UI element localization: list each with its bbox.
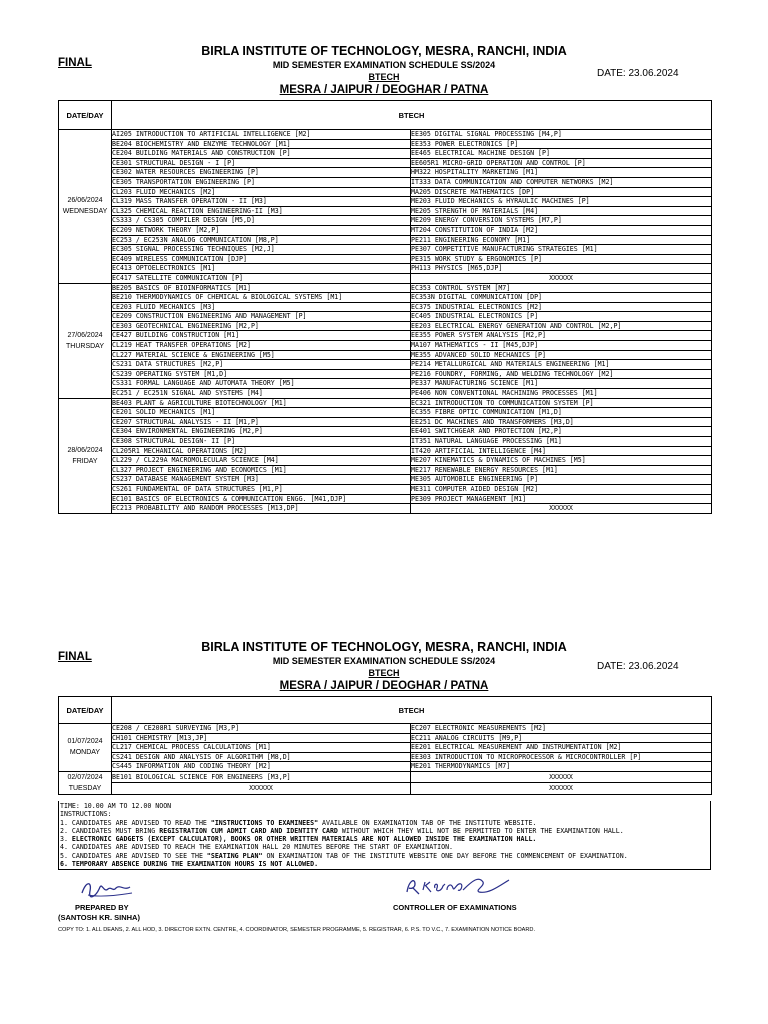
- table-row: [59, 417, 712, 427]
- instruction-bold-text: 6. TEMPORARY ABSENCE DURING THE EXAMINATION HOURS IS NOT ALLOWED.: [60, 860, 319, 869]
- programme-label: BTECH: [368, 668, 400, 678]
- table-row: [59, 264, 712, 274]
- subject-cell: CE302 WATER RESOURCES ENGINEERING [P]: [112, 168, 411, 178]
- exam-weekday: WEDNESDAY: [62, 208, 108, 216]
- subject-cell: XXXXXX: [112, 783, 411, 795]
- exam-date: 26/06/2024: [67, 197, 103, 205]
- subject-cell: CL217 CHEMICAL PROCESS CALCULATIONS [M1]: [112, 743, 411, 753]
- subject-cell: CS445 INFORMATION AND CODING THEORY [M2]: [112, 762, 411, 772]
- table-row: [59, 235, 712, 245]
- exam-day-cell: [59, 398, 112, 513]
- subject-cell: EE303 INTRODUCTION TO MICROPROCESSOR & MICROCONTROLLER [P]: [411, 752, 712, 762]
- programme-label: BTECH: [368, 72, 400, 82]
- exam-weekday: THURSDAY: [66, 342, 104, 350]
- table-row: [59, 197, 712, 207]
- subject-cell: EC209 NETWORK THEORY [M2,P]: [112, 225, 411, 235]
- exam-weekday: FRIDAY: [72, 457, 98, 465]
- subject-cell: IT333 DATA COMMUNICATION AND COMPUTER NETWORKS [M2]: [411, 177, 712, 187]
- subject-cell: CE201 SOLID MECHANICS [M1]: [112, 408, 411, 418]
- subject-cell: CL319 MASS TRANSFER OPERATION - II [M3]: [112, 197, 411, 207]
- subject-cell: EC253 / EC253N ANALOG COMMUNICATION [M8,P]: [112, 235, 411, 245]
- instruction-line: [60, 819, 709, 827]
- table-row: [59, 321, 712, 331]
- subject-cell: ME217 RENEWABLE ENERGY RESOURCES [M1]: [411, 465, 712, 475]
- date-day-header: DATE/DAY: [59, 101, 112, 130]
- subject-cell: CE308 STRUCTURAL DESIGN- II [P]: [112, 437, 411, 447]
- copy-to-list: COPY TO: 1. ALL DEANS, 2. ALL HOD, 3. DIRECTOR EXTN. CENTRE, 4. COORDINATOR, SEMESTER PROGRAMME, 5. REGISTRAR, 6. P.S. TO V.C., 7. EXAMINATION NOTICE BOARD.: [58, 927, 536, 933]
- subject-cell: EE305 DIGITAL SIGNAL PROCESSING [M4,P]: [411, 130, 712, 140]
- instruction-line: [60, 843, 709, 851]
- preparer-signature: [78, 877, 138, 901]
- table-row: [59, 216, 712, 226]
- instruction-pre-text: 2. CANDIDATES MUST BRING: [60, 826, 160, 835]
- subject-cell: PH113 PHYSICS [M65,DJP]: [411, 264, 712, 274]
- instruction-bold-text: REGISTRATION CUM ADMIT CARD AND IDENTITY CARD: [159, 826, 338, 835]
- schedule-date: DATE: 23.06.2024: [597, 661, 679, 672]
- subject-cell: EE201 ELECTRICAL MEASUREMENT AND INSTRUMENTATION [M2]: [411, 743, 712, 753]
- exam-date: 28/06/2024: [67, 446, 103, 454]
- programme-wrap: [0, 72, 768, 82]
- subject-cell: ME305 AUTOMOBILE ENGINEERING [P]: [411, 475, 712, 485]
- subject-cell: PE216 FOUNDRY, FORMING, AND WELDING TECHNOLOGY [M2]: [411, 369, 712, 379]
- table-row: [59, 752, 712, 762]
- subject-cell: IT351 NATURAL LANGUAGE PROCESSING [M1]: [411, 437, 712, 447]
- table-row: [59, 312, 712, 322]
- subject-cell: EE465 ELECTRICAL MACHINE DESIGN [P]: [411, 149, 712, 159]
- final-label: FINAL: [58, 651, 92, 663]
- subject-cell: CS239 OPERATING SYSTEM [M1,D]: [112, 369, 411, 379]
- table-row: [59, 149, 712, 159]
- subject-cell: AI205 INTRODUCTION TO ARTIFICIAL INTELLIGENCE [M2]: [112, 130, 411, 140]
- subject-cell: CS333 / CS305 COMPILER DESIGN [M5,D]: [112, 216, 411, 226]
- subject-cell: EC353 CONTROL SYSTEM [M7]: [411, 283, 712, 293]
- exam-day-cell: [59, 283, 112, 398]
- subject-cell: CL219 HEAT TRANSFER OPERATIONS [M2]: [112, 341, 411, 351]
- subject-cell: CL227 MATERIAL SCIENCE & ENGINEERING [M5]: [112, 350, 411, 360]
- subject-cell: EC409 WIRELESS COMMUNICATION [DJP]: [112, 254, 411, 264]
- subject-cell: CS231 DATA STRUCTURES [M2,P]: [112, 360, 411, 370]
- subject-cell: CE304 ENVIRONMENTAL ENGINEERING [M2,P]: [112, 427, 411, 437]
- table-row: [59, 456, 712, 466]
- btech-header: BTECH: [112, 101, 712, 130]
- subject-cell: XXXXXX: [411, 504, 712, 514]
- exam-date: 02/07/2024: [67, 773, 103, 781]
- instruction-line: [60, 860, 709, 868]
- subject-cell: EC375 INDUSTRIAL ELECTRONICS [M2]: [411, 302, 712, 312]
- table-row: [59, 408, 712, 418]
- table-row: [59, 139, 712, 149]
- table-row: [59, 427, 712, 437]
- instruction-pre-text: 3.: [60, 835, 72, 844]
- table-row: [59, 504, 712, 514]
- subject-cell: CL325 CHEMICAL REACTION ENGINEERING-II [M3]: [112, 206, 411, 216]
- programme-wrap: [0, 668, 768, 678]
- table-row: [59, 494, 712, 504]
- table-row: [59, 389, 712, 399]
- instruction-post-text: WITHOUT WHICH THEY WILL NOT BE PERMITTED TO ENTER THE EXAMINATION HALL.: [337, 826, 624, 835]
- subject-cell: ME207 KINEMATICS & DYNAMICS OF MACHINES [M5]: [411, 456, 712, 466]
- table-row: [59, 245, 712, 255]
- subject-cell: CL229 / CL229A MACROMOLECULAR SCIENCE [M4]: [112, 456, 411, 466]
- subject-cell: CS237 DATABASE MANAGEMENT SYSTEM [M3]: [112, 475, 411, 485]
- table-row: [59, 293, 712, 303]
- subject-cell: PE307 COMPETITIVE MANUFACTURING STRATEGIES [M1]: [411, 245, 712, 255]
- table-row: [59, 465, 712, 475]
- subject-cell: IT420 ARTIFICIAL INTELLIGENCE [M4]: [411, 446, 712, 456]
- table-row: [59, 762, 712, 772]
- exam-day-cell: [59, 130, 112, 284]
- subject-cell: EC207 ELECTRONIC MEASUREMENTS [M2]: [411, 724, 712, 734]
- subject-cell: EE203 ELECTRICAL ENERGY GENERATION AND CONTROL [M2,P]: [411, 321, 712, 331]
- subject-cell: EE605R1 MICRO-GRID OPERATION AND CONTROL [P]: [411, 158, 712, 168]
- subject-cell: EC353N DIGITAL COMMUNICATION [DP]: [411, 293, 712, 303]
- table-row: [59, 724, 712, 734]
- instruction-pre-text: 4. CANDIDATES ARE ADVISED TO REACH THE EXAMINATION HALL 20 MINUTES BEFORE THE START OF EXAMINATION.: [60, 843, 454, 852]
- table-row: [59, 225, 712, 235]
- subject-cell: MA205 DISCRETE MATHEMATICS [DP]: [411, 187, 712, 197]
- instruction-bold-text: "SEATING PLAN": [206, 851, 263, 860]
- subject-cell: PE309 PROJECT MANAGEMENT [M1]: [411, 494, 712, 504]
- exam-title: MID SEMESTER EXAMINATION SCHEDULE SS/2024: [272, 656, 496, 666]
- instruction-post-text: ON EXAMINATION TAB OF THE INSTITUTE WEBSITE ONE DAY BEFORE THE COMMENCEMENT OF EXAMINATION.: [262, 851, 628, 860]
- table-row: [59, 158, 712, 168]
- table-row: [59, 360, 712, 370]
- subject-cell: EE355 POWER SYSTEM ANALYSIS [M2,P]: [411, 331, 712, 341]
- instruction-bold-text: "INSTRUCTIONS TO EXAMINEES": [210, 818, 319, 827]
- table-row: [59, 168, 712, 178]
- subject-cell: CE204 BUILDING MATERIALS AND CONSTRUCTION [P]: [112, 149, 411, 159]
- table-row: [59, 273, 712, 283]
- table-row: [59, 283, 712, 293]
- exam-date: 27/06/2024: [67, 331, 103, 339]
- subject-cell: XXXXXX: [411, 783, 712, 795]
- subject-cell: CE303 GEOTECHNICAL ENGINEERING [M2,P]: [112, 321, 411, 331]
- subject-cell: XXXXXX: [411, 273, 712, 283]
- exam-time: TIME: 10.00 AM TO 12.00 NOON: [60, 802, 172, 810]
- subject-cell: EC405 INDUSTRIAL ELECTRONICS [P]: [411, 312, 712, 322]
- subject-cell: CE301 STRUCTURAL DESIGN - I [P]: [112, 158, 411, 168]
- instruction-line: [60, 835, 709, 843]
- subject-cell: ME205 STRENGTH OF MATERIALS [M4]: [411, 206, 712, 216]
- subject-cell: PE315 WORK STUDY & ERGONOMICS [P]: [411, 254, 712, 264]
- subject-cell: EC211 ANALOG CIRCUITS [M9,P]: [411, 733, 712, 743]
- table-row: [59, 187, 712, 197]
- subject-cell: EC321 INTRODUCTION TO COMMUNICATION SYSTEM [P]: [411, 398, 712, 408]
- subject-cell: PE406 NON CONVENTIONAL MACHINING PROCESSES [M1]: [411, 389, 712, 399]
- subject-cell: CE427 BUILDING CONSTRUCTION [M1]: [112, 331, 411, 341]
- subject-cell: CH101 CHEMISTRY [M13,JP]: [112, 733, 411, 743]
- table-row: [59, 437, 712, 447]
- date-day-header: DATE/DAY: [59, 697, 112, 724]
- table-row: [59, 771, 712, 783]
- subject-cell: CS331 FORMAL LANGUAGE AND AUTOMATA THEORY [M5]: [112, 379, 411, 389]
- exam-day-cell: [59, 724, 112, 772]
- subject-cell: EC355 FIBRE OPTIC COMMUNICATION [M1,D]: [411, 408, 712, 418]
- exam-title: MID SEMESTER EXAMINATION SCHEDULE SS/2024: [272, 60, 496, 70]
- subject-cell: BE210 THERMODYNAMICS OF CHEMICAL & BIOLOGICAL SYSTEMS [M1]: [112, 293, 411, 303]
- schedule-table-2: [58, 696, 712, 795]
- subject-cell: EC417 SATELLITE COMMUNICATION [P]: [112, 273, 411, 283]
- institute-title: BIRLA INSTITUTE OF TECHNOLOGY, MESRA, RANCHI, INDIA: [201, 640, 567, 654]
- prepared-by-label: PREPARED BY: [75, 903, 129, 912]
- subject-cell: PE211 ENGINEERING ECONOMY [M1]: [411, 235, 712, 245]
- table-row: [59, 302, 712, 312]
- exam-date: 01/07/2024: [67, 738, 103, 746]
- table-row: [59, 331, 712, 341]
- subject-cell: EC251 / EC251N SIGNAL AND SYSTEMS [M4]: [112, 389, 411, 399]
- table-row: [59, 783, 712, 795]
- schedule-table-1: [58, 100, 712, 514]
- table-row: [59, 254, 712, 264]
- table-row: [59, 369, 712, 379]
- subject-cell: XXXXXX: [411, 771, 712, 783]
- instruction-pre-text: 1. CANDIDATES ARE ADVISED TO READ THE: [60, 818, 211, 827]
- controller-label: CONTROLLER OF EXAMINATIONS: [393, 903, 517, 912]
- final-label: FINAL: [58, 57, 92, 69]
- table-row: [59, 733, 712, 743]
- table-row: [59, 743, 712, 753]
- subject-cell: EC213 PROBABILITY AND RANDOM PROCESSES [M13,DP]: [112, 504, 411, 514]
- subject-cell: CS241 DESIGN AND ANALYSIS OF ALGORITHM [M8,D]: [112, 752, 411, 762]
- instruction-line: [60, 852, 709, 860]
- subject-cell: CL205R1 MECHANICAL OPERATIONS [M2]: [112, 446, 411, 456]
- exam-weekday: MONDAY: [69, 749, 101, 757]
- table-row: [59, 130, 712, 140]
- subject-cell: BE101 BIOLOGICAL SCIENCE FOR ENGINEERS [M3,P]: [112, 771, 411, 783]
- subject-cell: MA107 MATHEMATICS - II [M45,DJP]: [411, 341, 712, 351]
- subject-cell: CE209 CONSTRUCTION ENGINEERING AND MANAGEMENT [P]: [112, 312, 411, 322]
- subject-cell: BE403 PLANT & AGRICULTURE BIOTECHNOLOGY [M1]: [112, 398, 411, 408]
- subject-cell: BE204 BIOCHEMISTRY AND ENZYME TECHNOLOGY [M1]: [112, 139, 411, 149]
- schedule-date: DATE: 23.06.2024: [597, 68, 679, 79]
- table-row: [59, 206, 712, 216]
- subject-cell: CE207 STRUCTURAL ANALYSIS - II [M1,P]: [112, 417, 411, 427]
- subject-cell: ME311 COMPUTER AIDED DESIGN [M2]: [411, 484, 712, 494]
- table-row: [59, 341, 712, 351]
- campus-list: MESRA / JAIPUR / DEOGHAR / PATNA: [279, 84, 489, 96]
- institute-title: BIRLA INSTITUTE OF TECHNOLOGY, MESRA, RANCHI, INDIA: [201, 44, 567, 58]
- subject-cell: BE205 BASICS OF BIOINFORMATICS [M1]: [112, 283, 411, 293]
- table-row: [59, 350, 712, 360]
- instruction-line: [60, 827, 709, 835]
- subject-cell: PE214 METALLURGICAL AND MATERIALS ENGINEERING [M1]: [411, 360, 712, 370]
- instruction-post-text: AVAILABLE ON EXAMINATION TAB OF THE INSTITUTE WEBSITE.: [318, 818, 537, 827]
- subject-cell: EE401 SWITCHGEAR AND PROTECTION [M2,P]: [411, 427, 712, 437]
- subject-cell: EC101 BASICS OF ELECTRONICS & COMMUNICATION ENGG. [M41,DJP]: [112, 494, 411, 504]
- subject-cell: ME203 FLUID MECHANICS & HYRAULIC MACHINES [P]: [411, 197, 712, 207]
- preparer-name: (SANTOSH KR. SINHA): [58, 913, 140, 922]
- subject-cell: ME201 THERMODYNAMICS [M7]: [411, 762, 712, 772]
- exam-weekday: TUESDAY: [68, 784, 102, 792]
- table-row: [59, 484, 712, 494]
- subject-cell: ME355 ADVANCED SOLID MECHANICS [P]: [411, 350, 712, 360]
- subject-cell: EE353 POWER ELECTRONICS [P]: [411, 139, 712, 149]
- instruction-bold-text: ELECTRONIC GADGETS (EXCEPT CALCULATOR), BOOKS OR OTHER WRITTEN MATERIALS ARE NOT ALLOWED INSIDE THE EXAMINATION HALL.: [71, 835, 537, 844]
- table-row: [59, 379, 712, 389]
- instruction-pre-text: 5. CANDIDATES ARE ADVISED TO SEE THE: [60, 851, 207, 860]
- subject-cell: CL327 PROJECT ENGINEERING AND ECONOMICS [M1]: [112, 465, 411, 475]
- exam-day-cell: [59, 771, 112, 794]
- subject-cell: PE337 MANUFACTURING SCIENCE [M1]: [411, 379, 712, 389]
- campus-list: MESRA / JAIPUR / DEOGHAR / PATNA: [279, 680, 489, 692]
- subject-cell: CE305 TRANSPORTATION ENGINEERING [P]: [112, 177, 411, 187]
- subject-cell: HM322 HOSPITALITY MARKETING [M1]: [411, 168, 712, 178]
- subject-cell: EC305 SIGNAL PROCESSING TECHNIQUES [M2,J]: [112, 245, 411, 255]
- controller-signature: [403, 872, 513, 900]
- table-row: [59, 475, 712, 485]
- table-row: [59, 398, 712, 408]
- table-row: [59, 177, 712, 187]
- subject-cell: ME209 ENERGY CONVERSION SYSTEMS [M7,P]: [411, 216, 712, 226]
- subject-cell: CS261 FUNDAMENTAL OF DATA STRUCTURES [M1,P]: [112, 484, 411, 494]
- table-row: [59, 446, 712, 456]
- subject-cell: CE208 / CE208R1 SURVEYING [M3,P]: [112, 724, 411, 734]
- subject-cell: CE203 FLUID MECHANICS [M3]: [112, 302, 411, 312]
- subject-cell: EC413 OPTOELECTRONICS [M1]: [112, 264, 411, 274]
- instructions-title: INSTRUCTIONS:: [60, 810, 112, 819]
- subject-cell: CL203 FLUID MECHANICS [M2]: [112, 187, 411, 197]
- btech-header: BTECH: [112, 697, 712, 724]
- subject-cell: MT204 CONSTITUTION OF INDIA [M2]: [411, 225, 712, 235]
- instructions-block: [58, 801, 711, 870]
- subject-cell: EE251 DC MACHINES AND TRANSFORMERS [M3,D]: [411, 417, 712, 427]
